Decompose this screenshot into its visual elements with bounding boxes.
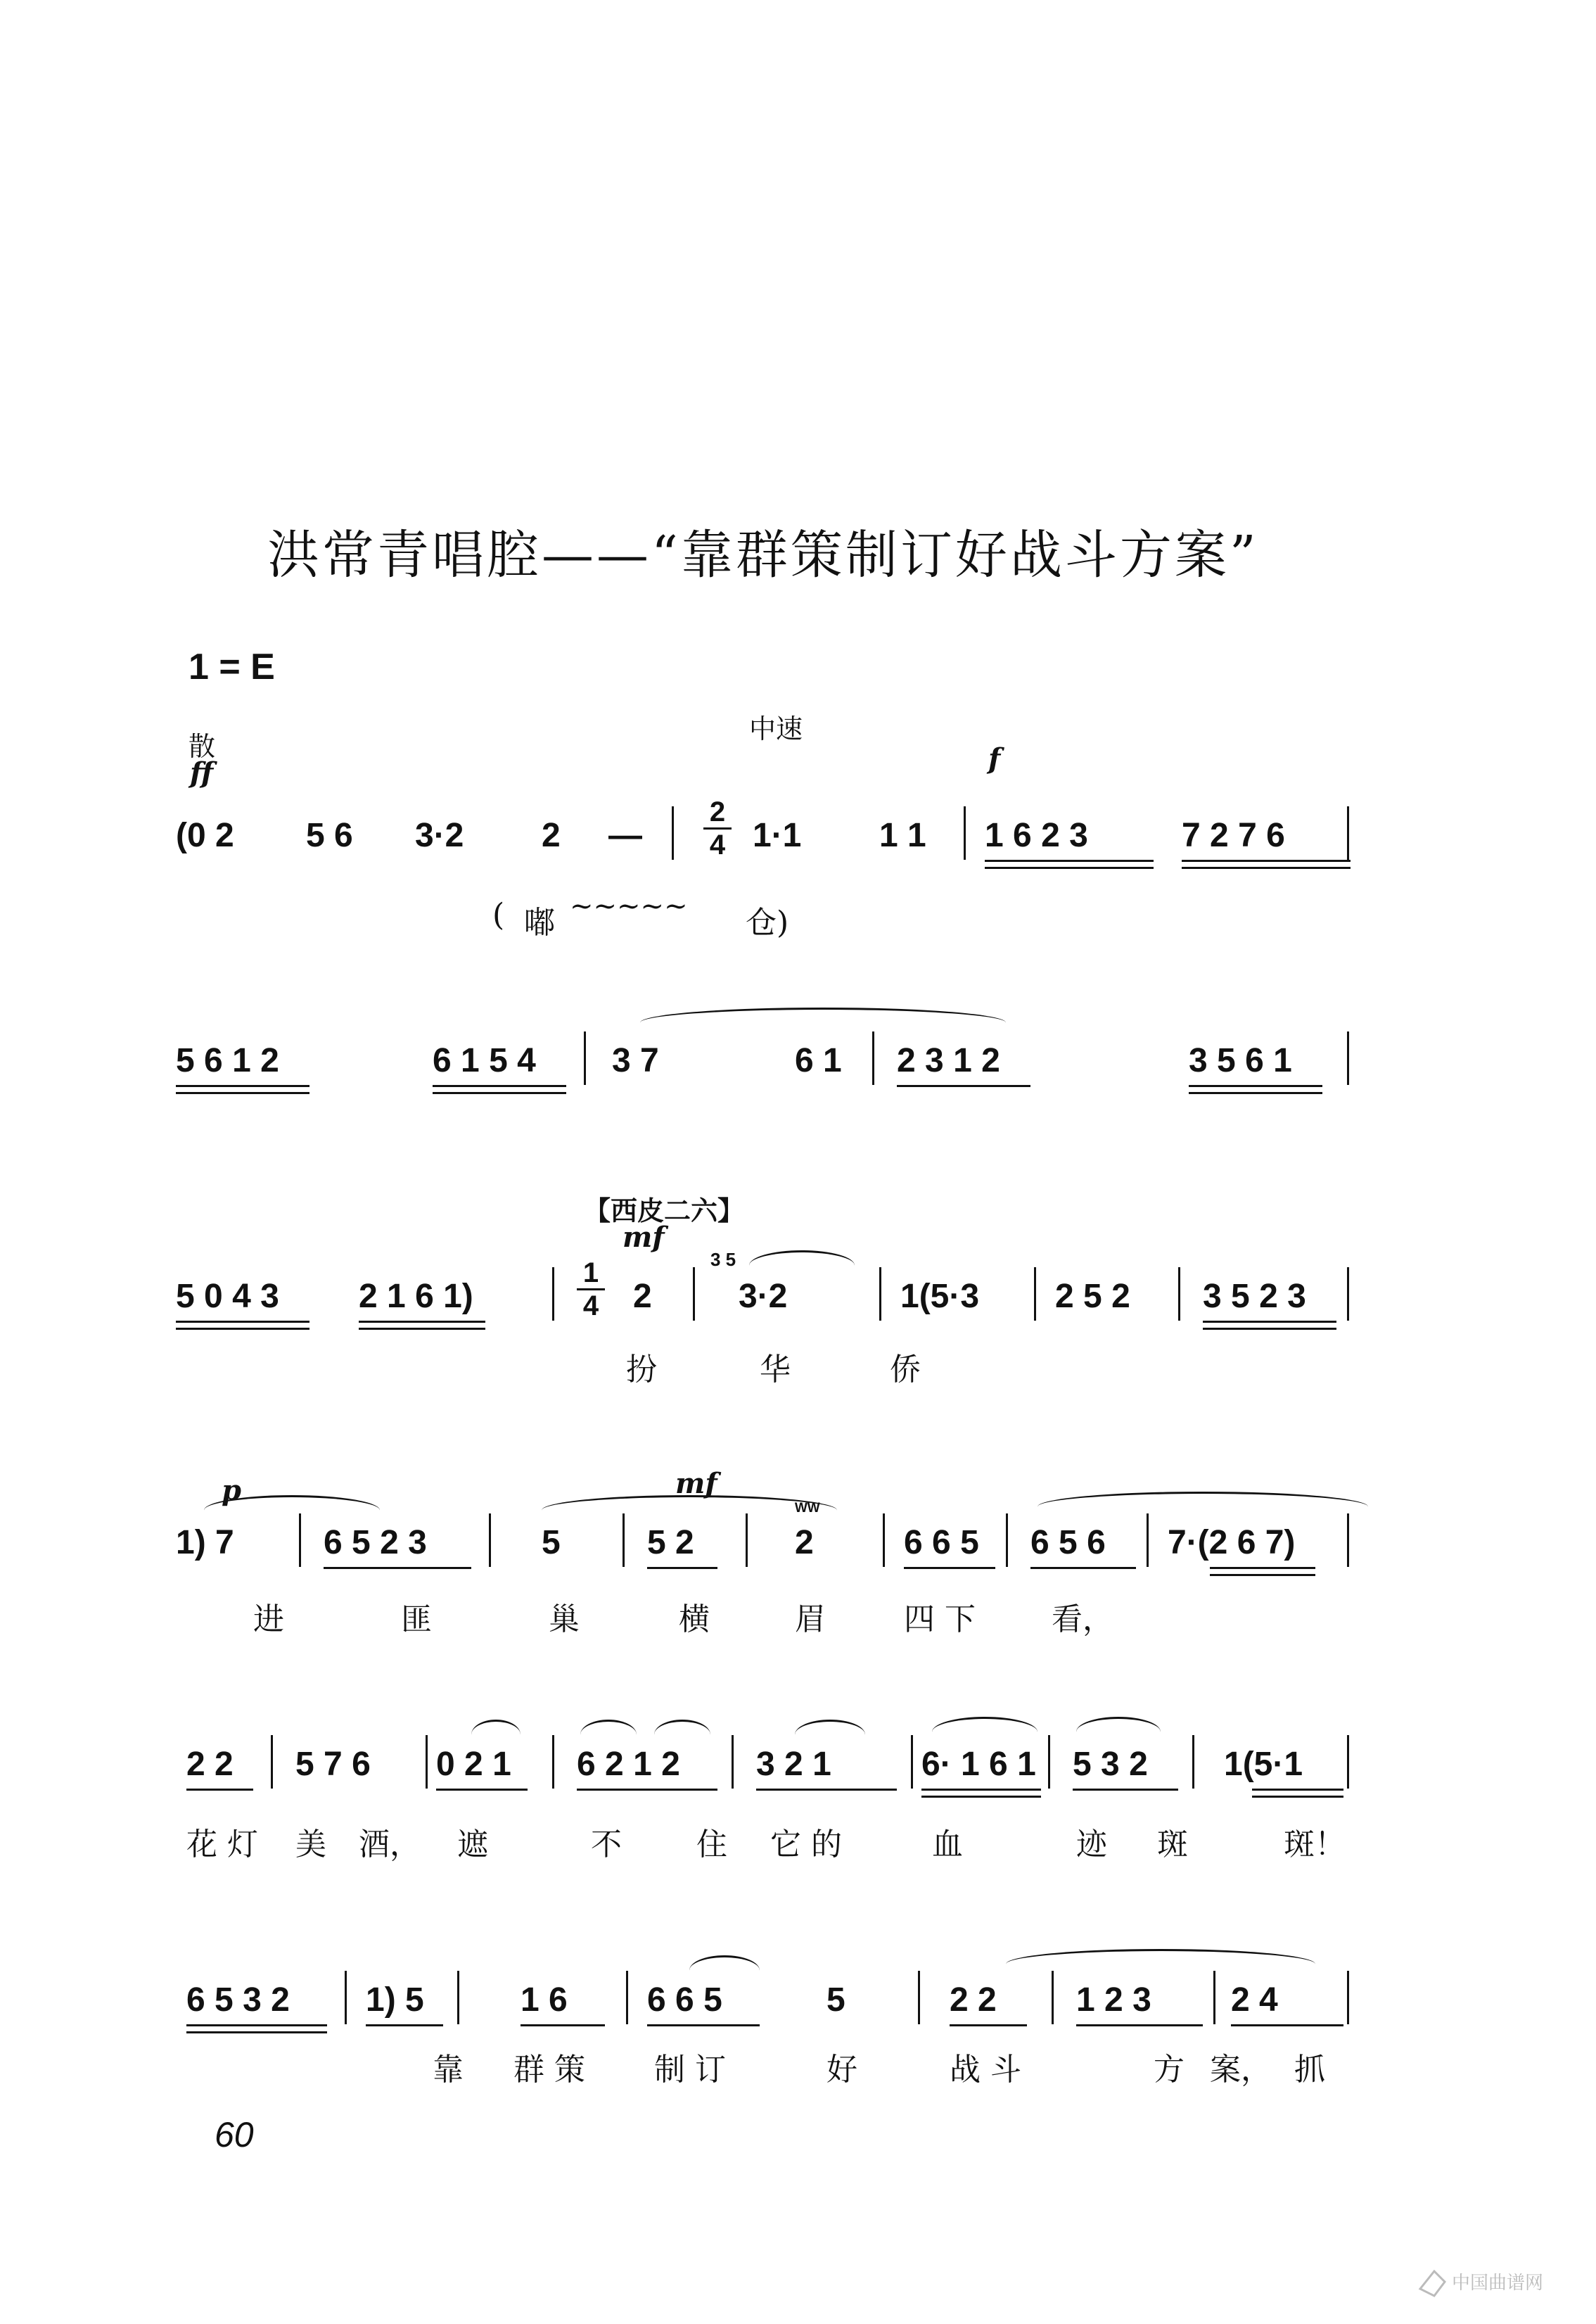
dynamic-ff: ff: [190, 756, 214, 789]
underline: [1252, 1789, 1343, 1791]
underline: [1210, 1574, 1315, 1576]
note-group: 6 2 1 2: [577, 1746, 680, 1783]
watermark-icon: [1413, 2257, 1547, 2306]
dynamic-p: p: [222, 1474, 241, 1507]
underline: [1252, 1796, 1343, 1798]
bar-line: [584, 1031, 586, 1085]
bar-line: [732, 1735, 734, 1789]
lyric: 血: [932, 1827, 963, 1862]
lyric: 看，: [1052, 1601, 1113, 1637]
bar-line: [1347, 1267, 1349, 1321]
slur: [654, 1720, 710, 1750]
lyric: 好: [826, 2052, 857, 2088]
note-group: 1·1: [753, 817, 802, 854]
underline: [985, 867, 1154, 869]
watermark-logo: [1413, 2257, 1547, 2306]
lyric: 花 灯: [186, 1827, 258, 1862]
note-group: 6· 1 6 1: [921, 1746, 1036, 1783]
note-group: 1 1: [879, 817, 926, 854]
note-group: 6 6 5: [904, 1524, 979, 1561]
bar-line: [1034, 1267, 1036, 1321]
note-group: 2 2: [950, 1981, 997, 2019]
bar-line: [1347, 1031, 1349, 1085]
bar-line: [911, 1735, 913, 1789]
note-group: 6 6 5: [647, 1981, 722, 2019]
bar-line: [552, 1735, 554, 1789]
lyric: 巢: [549, 1601, 580, 1637]
bar-line: [918, 1971, 920, 2024]
note-group: 3 5 2 3: [1203, 1278, 1306, 1315]
lyric: 它 的: [770, 1827, 842, 1862]
bar-line: [672, 806, 674, 860]
underline: [176, 1085, 309, 1087]
note-group: 1 6 2 3: [985, 817, 1088, 854]
bar-line: [1347, 806, 1349, 860]
note-group: 6 5 3 2: [186, 1981, 290, 2019]
underline: [436, 1789, 528, 1791]
note-group: 7·(2 6 7): [1168, 1524, 1296, 1561]
underline: [1189, 1092, 1322, 1094]
bar-line: [1347, 1971, 1349, 2024]
slur: [1038, 1492, 1368, 1522]
note-group: 5 7 6: [295, 1746, 371, 1783]
score-row-3: [176, 1249, 1372, 1340]
bar-line: [872, 1031, 874, 1085]
underline: [324, 1567, 471, 1569]
slur: [1076, 1717, 1161, 1747]
underline: [176, 1321, 309, 1323]
note-group: 3 7: [612, 1042, 659, 1079]
slur: [749, 1250, 855, 1281]
note-group: 2: [795, 1524, 814, 1561]
bar-line: [345, 1971, 347, 2024]
lyrics-row-4: [176, 1594, 1372, 1643]
bar-line: [489, 1513, 491, 1567]
slur: [580, 1720, 637, 1750]
underline: [921, 1789, 1041, 1791]
note-group: 2: [542, 817, 561, 854]
page-title: 洪常青唱腔——“靠群策制订好战斗方案”: [267, 525, 1259, 585]
lyric: 住: [696, 1827, 727, 1862]
lyric: 靠: [433, 2052, 464, 2088]
lyrics-row-1: [176, 890, 1372, 946]
note-group: 1(5·3: [900, 1278, 980, 1315]
underline: [1189, 1085, 1322, 1087]
note-group: 3 2 1: [756, 1746, 831, 1783]
bar-line: [693, 1267, 695, 1321]
lyric: 制 订: [654, 2052, 726, 2088]
lyric: 仓): [746, 905, 789, 941]
dynamic-mf: mf: [623, 1221, 665, 1254]
note-group: 5 0 4 3: [176, 1278, 279, 1315]
slur: [640, 1008, 1006, 1038]
underline: [359, 1328, 485, 1330]
note-group: 1 6: [521, 1981, 568, 2019]
underline: [1182, 867, 1351, 869]
lyric: 战 斗: [950, 2052, 1021, 2088]
note-group: 3·2: [739, 1278, 788, 1315]
lyric: 横: [679, 1601, 710, 1637]
time-signature: 1 4: [577, 1259, 605, 1320]
underline: [1030, 1567, 1136, 1569]
lyric: 酒，: [359, 1827, 421, 1862]
note-group: 2 4: [1231, 1981, 1278, 2019]
slur: [542, 1495, 837, 1525]
lyric: 匪: [401, 1601, 432, 1637]
underline: [647, 1567, 717, 1569]
underline: [1231, 2024, 1343, 2026]
section-label: 【西皮二六】: [584, 1195, 745, 1226]
note-group: 6 5 2 3: [324, 1524, 427, 1561]
dynamic-f: f: [988, 742, 1001, 775]
note-group: 5 6: [306, 817, 353, 854]
bar-line: [1006, 1513, 1008, 1567]
slur: [932, 1717, 1038, 1747]
lyric: 遮: [457, 1827, 488, 1862]
note-group: 6 1 5 4: [433, 1042, 536, 1079]
lyric: 四 下: [904, 1601, 976, 1637]
lyric: 群 策: [513, 2052, 585, 2088]
underline: [186, 1789, 253, 1791]
note-group: 5: [826, 1981, 845, 2019]
note-group: 2 3 1 2: [897, 1042, 1000, 1079]
note-group: 6 1: [795, 1042, 842, 1079]
lyrics-row-5: [176, 1819, 1372, 1868]
note-group: 1 2 3: [1076, 1981, 1151, 2019]
lyric: 嘟: [524, 905, 555, 941]
underline: [1210, 1567, 1315, 1569]
underline: [904, 1567, 995, 1569]
note-group: (0 2: [176, 817, 234, 854]
underline: [1203, 1328, 1336, 1330]
lyrics-row-3: [176, 1344, 1372, 1393]
underline: [756, 1789, 897, 1791]
bar-line: [1048, 1735, 1050, 1789]
underline: [433, 1085, 566, 1087]
bar-line: [883, 1513, 885, 1567]
underline: [366, 2024, 443, 2026]
lyric: 扮: [626, 1352, 657, 1388]
note-group: 1) 5: [366, 1981, 424, 2019]
bar-line: [1192, 1735, 1194, 1789]
note-group: 7 2 7 6: [1182, 817, 1285, 854]
lyric: 案，: [1210, 2052, 1272, 2088]
time-signature: 2 4: [703, 798, 732, 859]
lyric: 侨: [890, 1352, 921, 1388]
lyric: 美: [295, 1827, 326, 1862]
slur: [689, 1955, 760, 1986]
bar-line: [552, 1267, 554, 1321]
underline: [921, 1796, 1041, 1798]
note-group: 2: [633, 1278, 652, 1315]
underline: [521, 2024, 605, 2026]
lyric: 斑！: [1284, 1827, 1346, 1862]
underline: [1203, 1321, 1336, 1323]
lyric: 不: [591, 1827, 622, 1862]
note-group: —: [608, 817, 642, 854]
underline: [176, 1328, 309, 1330]
watermark-text: 中国曲谱网: [1452, 2273, 1544, 2294]
lyric: 眉: [795, 1601, 826, 1637]
note-group: 1) 7: [176, 1524, 234, 1561]
underline: [176, 1092, 309, 1094]
underline: [1076, 2024, 1203, 2026]
note-group: 2 1 6 1): [359, 1278, 473, 1315]
underline: [1182, 860, 1351, 862]
lyric: 进: [253, 1601, 284, 1637]
bar-line: [457, 1971, 459, 2024]
slur: [795, 1720, 865, 1750]
lyric: 抓: [1294, 2052, 1325, 2088]
note-group: 3·2: [415, 817, 464, 854]
note-group: 5 6 1 2: [176, 1042, 279, 1079]
bar-line: [626, 1971, 628, 2024]
grace-note: 3 5: [710, 1249, 736, 1270]
underline: [985, 860, 1154, 862]
note-group: 3 5 6 1: [1189, 1042, 1292, 1079]
dynamic-mf: mf: [675, 1467, 717, 1500]
tremolo-mark: ~~~~~: [570, 890, 688, 922]
slur: [204, 1495, 380, 1525]
underline: [950, 2024, 1027, 2026]
lyric: 迹: [1076, 1827, 1107, 1862]
trill-mark: ᵂᵂ: [795, 1499, 820, 1521]
underline: [186, 2031, 327, 2033]
note-group: 2 5 2: [1055, 1278, 1130, 1315]
lyrics-row-6: [176, 2044, 1372, 2093]
slur: [471, 1720, 521, 1750]
note-group: 5: [542, 1524, 561, 1561]
bar-line: [879, 1267, 881, 1321]
note-group: 2 2: [186, 1746, 234, 1783]
lyric: 方: [1154, 2052, 1185, 2088]
score-row-6: [176, 1981, 1372, 2044]
bar-line: [426, 1735, 428, 1789]
note-group: 5 3 2: [1073, 1746, 1148, 1783]
underline: [1073, 1789, 1178, 1791]
lyric: 斑: [1157, 1827, 1188, 1862]
bar-line: [964, 806, 966, 860]
underline: [433, 1092, 566, 1094]
bar-line: [1347, 1735, 1349, 1789]
bar-line: [271, 1735, 273, 1789]
bar-line: [1178, 1267, 1180, 1321]
underline: [647, 2024, 760, 2026]
note-group: 5 2: [647, 1524, 694, 1561]
score-row-2: [176, 1041, 1372, 1105]
underline: [577, 1789, 717, 1791]
key-signature: 1 = E: [189, 647, 275, 687]
lyric: 华: [760, 1352, 791, 1388]
score-row-5: [176, 1745, 1372, 1808]
score-row-1: [176, 796, 1372, 880]
underline: [897, 1085, 1030, 1087]
lyric: (: [492, 897, 505, 933]
slur: [1006, 1949, 1315, 1979]
note-group: 1(5·1: [1224, 1746, 1303, 1783]
score-row-4: [176, 1499, 1372, 1587]
tempo-san: 散: [189, 731, 216, 762]
underline: [359, 1321, 485, 1323]
underline: [186, 2024, 327, 2026]
note-group: 0 2 1: [436, 1746, 511, 1783]
tempo-zhongsu: 中速: [749, 713, 803, 744]
note-group: 6 5 6: [1030, 1524, 1106, 1561]
page-number: 60: [215, 2115, 254, 2154]
